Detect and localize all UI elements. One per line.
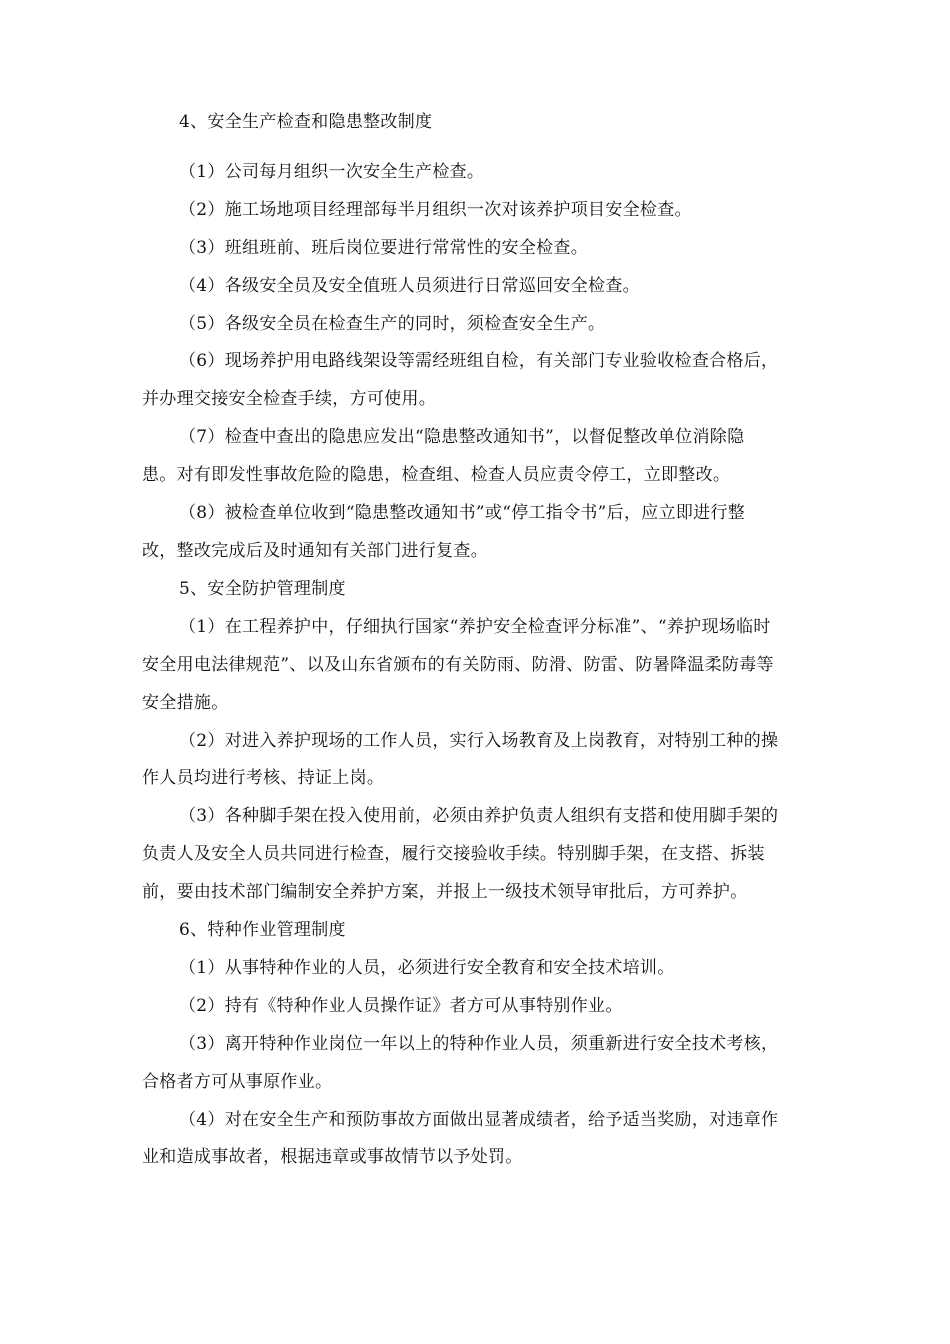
paragraph-line: （4）对在安全生产和预防事故方面做出显著成绩者，给予适当奖励，对违章作: [179, 1109, 779, 1130]
paragraph-line: （8）被检查单位收到“隐患整改通知书”或“停工指令书”后，应立即进行整: [179, 503, 746, 524]
paragraph-line: 改，整改完成后及时通知有关部门进行复查。: [142, 540, 488, 561]
paragraph-line: 并办理交接安全检查手续，方可使用。: [142, 389, 437, 410]
paragraph-line: （4）各级安全员及安全值班人员须进行日常巡回安全检查。: [179, 275, 640, 296]
paragraph-line: 安全用电法律规范”、以及山东省颁布的有关防雨、防滑、防雷、防暑降温柔防毒等: [142, 654, 774, 675]
paragraph-line: （1）从事特种作业的人员，必须进行安全教育和安全技术培训。: [179, 957, 675, 978]
paragraph-line: 患。对有即发性事故危险的隐患，检查组、检查人员应责令停工，立即整改。: [142, 465, 731, 486]
paragraph-line: 业和造成事故者，根据违章或事故情节以予处罚。: [142, 1147, 523, 1168]
paragraph-line: （2）持有《特种作业人员操作证》者方可从事特别作业。: [179, 995, 623, 1016]
paragraph-line: （1）公司每月组织一次安全生产检查。: [179, 161, 485, 182]
paragraph-line: 安全措施。: [142, 692, 229, 713]
section-heading-4: 4、安全生产检查和隐患整改制度: [179, 112, 433, 132]
paragraph-line: （1）在工程养护中，仔细执行国家“养护安全检查评分标准”、“养护现场临时: [179, 616, 771, 637]
section-heading-5: 5、安全防护管理制度: [179, 578, 346, 599]
paragraph-line: （2）对进入养护现场的工作人员，实行入场教育及上岗教育，对特别工种的操: [179, 730, 779, 751]
paragraph-line: （3）班组班前、班后岗位要进行常常性的安全检查。: [179, 237, 589, 258]
paragraph-line: （7）检查中查出的隐患应发出“隐患整改通知书”，以督促整改单位消除隐: [179, 427, 745, 448]
paragraph-line: （6）现场养护用电路线架设等需经班组自检，有关部门专业验收检查合格后，: [179, 351, 779, 372]
paragraph-line: （5）各级安全员在检查生产的同时，须检查安全生产。: [179, 313, 606, 334]
paragraph-line: （2）施工场地项目经理部每半月组织一次对该养护项目安全检查。: [179, 199, 692, 220]
paragraph-line: 作人员均进行考核、持证上岗。: [142, 768, 385, 789]
paragraph-line: 合格者方可从事原作业。: [142, 1071, 333, 1092]
paragraph-line: 前，要由技术部门编制安全养护方案，并报上一级技术领导审批后，方可养护。: [142, 882, 748, 903]
document-page: [142, 104, 820, 1177]
section-heading-6: 6、特种作业管理制度: [179, 920, 346, 941]
paragraph-line: （3）离开特种作业岗位一年以上的特种作业人员，须重新进行安全技术考核，: [179, 1033, 779, 1054]
paragraph-line: 负责人及安全人员共同进行检查，履行交接验收手续。特别脚手架，在支搭、拆装: [142, 844, 765, 865]
paragraph-line: （3）各种脚手架在投入使用前，必须由养护负责人组织有支搭和使用脚手架的: [179, 806, 779, 827]
